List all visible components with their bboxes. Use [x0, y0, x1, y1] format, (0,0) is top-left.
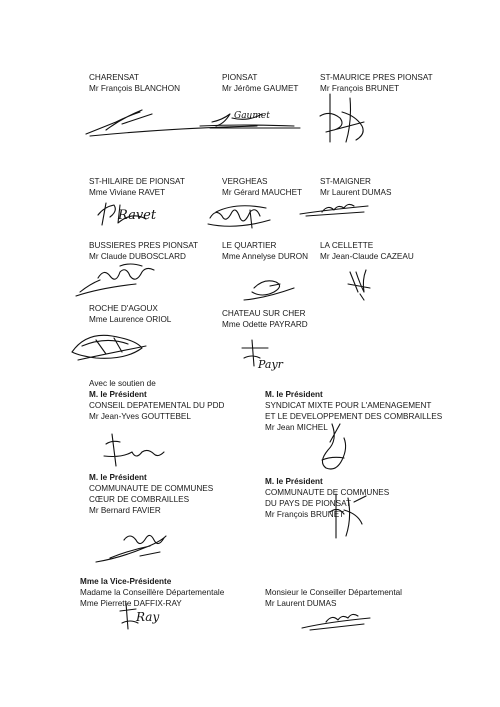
- signature-duron: [240, 274, 300, 304]
- signatory-name: Mme Odette PAYRARD: [222, 320, 308, 329]
- commune-label: ST-MAIGNER: [320, 177, 371, 186]
- signature-daffix-ray: [118, 597, 188, 637]
- signature-mauchet: [206, 200, 276, 234]
- signatory-name: Mr François BRUNET: [265, 510, 345, 519]
- signatory-name: Mr Jean-Claude CAZEAU: [320, 252, 414, 261]
- signature-brunet-st-maurice: [316, 92, 386, 148]
- signature-ravet: [92, 197, 172, 229]
- signature-dumas-st-maigner: [296, 198, 376, 220]
- signature-oriol: [66, 326, 156, 366]
- support-coeur-combrailles: [89, 472, 213, 516]
- signature-gouttebel: [102, 430, 172, 470]
- signatory-name: Mr Jérôme GAUMET: [222, 84, 299, 93]
- signature-text: Ray: [136, 610, 160, 624]
- support-intro: Avec le soutien de: [89, 379, 156, 388]
- signatory-name: Mme Pierrette DAFFIX-RAY: [80, 599, 182, 608]
- commune-label: CHATEAU SUR CHER: [222, 309, 306, 318]
- signatory-name: Mr Gérard MAUCHET: [222, 188, 303, 197]
- signature-cazeau: [340, 266, 380, 306]
- role-label: M. le Président: [89, 390, 147, 399]
- signatory-name: Mr François BLANCHON: [89, 84, 180, 93]
- role-label: M. le Président: [265, 390, 323, 399]
- commune-label: LA CELLETTE: [320, 241, 374, 250]
- signatory-name: Mme Annelyse DURON: [222, 252, 308, 261]
- signature-text: Gaumet: [234, 111, 270, 121]
- signatory-charensat: [89, 72, 180, 94]
- organization-label: DU PAYS DE PIONSAT: [265, 499, 351, 508]
- signatory-roche-dagoux: [89, 303, 171, 325]
- role-label: M. le Président: [265, 477, 323, 486]
- commune-label: ROCHE D'AGOUX: [89, 304, 158, 313]
- support-conseiller-departemental: [265, 587, 402, 609]
- role-label: M. le Président: [89, 473, 147, 482]
- organization-label: COMMUNAUTE DE COMMUNES: [265, 488, 390, 497]
- signatory-name: Mme Viviane RAVET: [89, 188, 166, 197]
- commune-label: BUSSIERES PRES PIONSAT: [89, 241, 199, 250]
- commune-label: CHARENSAT: [89, 73, 139, 82]
- signatory-st-maurice: [320, 72, 433, 94]
- signatory-la-cellette: [320, 240, 414, 262]
- signatory-st-hilaire: [89, 176, 185, 198]
- support-conseil-departemental: [89, 378, 224, 422]
- title-label: Madame la Conseillère Départementale: [80, 588, 225, 597]
- signatory-vergheas: [222, 176, 302, 198]
- organization-label: COMMUNAUTE DE COMMUNES: [89, 484, 214, 493]
- organization-label: SYNDICAT MIXTE POUR L'AMENAGEMENT: [265, 401, 432, 410]
- title-label: Monsieur le Conseiller Départemental: [265, 588, 402, 597]
- role-label: Mme la Vice-Présidente: [80, 577, 172, 586]
- signature-favier: [90, 528, 190, 568]
- signatory-name: Mr Jean MICHEL: [265, 423, 328, 432]
- signature-dumas-cd: [298, 608, 378, 632]
- signatory-name: Mr Bernard FAVIER: [89, 506, 161, 515]
- signature-text: Ravet: [118, 208, 157, 223]
- signatory-name: Mme Laurence ORIOL: [89, 315, 172, 324]
- signature-brunet-ccpp: [326, 492, 386, 542]
- organization-label: ET LE DEVELOPPEMENT DES COMBRAILLES: [265, 412, 443, 421]
- signature-michel: [308, 420, 368, 474]
- commune-label: ST-HILAIRE DE PIONSAT: [89, 177, 185, 186]
- commune-label: ST-MAURICE PRES PIONSAT: [320, 73, 433, 82]
- signature-dubosclard: [70, 258, 170, 298]
- signatory-le-quartier: [222, 240, 308, 262]
- commune-label: PIONSAT: [222, 73, 258, 82]
- commune-label: VERGHEAS: [222, 177, 268, 186]
- signatory-pionsat: [222, 72, 298, 94]
- organization-label: CONSEIL DEPATEMENTAL DU PDD: [89, 401, 225, 410]
- signatory-st-maigner: [320, 176, 391, 198]
- signatory-name: Mr Claude DUBOSCLARD: [89, 252, 186, 261]
- signatory-name: Mr Laurent DUMAS: [320, 188, 392, 197]
- signatory-name: Mr Laurent DUMAS: [265, 599, 337, 608]
- signatory-name: Mr François BRUNET: [320, 84, 400, 93]
- signature-gaumet: [208, 102, 308, 132]
- signature-text: Payr: [258, 358, 283, 371]
- commune-label: LE QUARTIER: [222, 241, 277, 250]
- signatory-chateau-sur-cher: [222, 308, 308, 330]
- signature-payrard: [238, 336, 298, 372]
- signatory-name: Mr Jean-Yves GOUTTEBEL: [89, 412, 191, 421]
- organization-label: CŒUR DE COMBRAILLES: [89, 495, 190, 504]
